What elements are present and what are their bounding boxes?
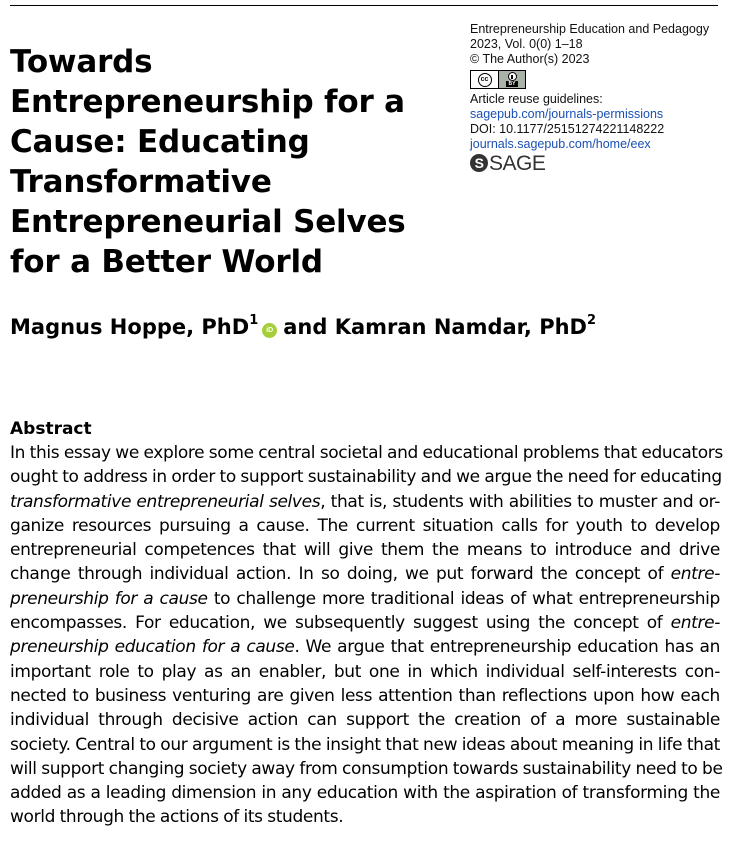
abstract-line [10,611,720,635]
abstract-text: will support changing society away from consumption towards sustainability need to be [10,758,723,779]
abstract-line [10,514,720,538]
abstract-line [10,660,720,684]
abstract-text: world through the actions of its students. [10,807,344,828]
abstract-text: , that is, students with abilities to muster and or- [320,491,720,512]
volume-info: 2023, Vol. 0(0) 1–18 [470,37,583,51]
abstract-text: . We argue that entrepreneurship education has an [294,637,720,658]
permissions-link[interactable]: sagepub.com/journals-permissions [470,107,664,121]
publisher-name: SAGE [489,151,546,175]
abstract-text: encompasses. For education, we subsequently suggest using the concept of [10,613,671,634]
abstract-text: important role to play as an enabler, but one in which individual self-interests con- [10,661,720,682]
author-2: Kamran Namdar, PhD [334,315,587,339]
abstract-line [10,587,720,611]
abstract-line [10,781,720,805]
abstract-italic-text: preneurship education for a cause [10,637,295,658]
journal-home-link[interactable]: journals.sagepub.com/home/eex [470,137,651,151]
article-title: Towards Entrepreneurship for a Cause: Educating Transformative Entrepreneurial Selves for a Better World [10,44,406,280]
author-2-affiliation: 2 [586,313,597,328]
abstract-text: society. Central to our argument is the insight that new ideas about meaning in life that [10,734,720,755]
abstract-italic-text: preneurship for a cause [10,588,208,609]
author-1-affiliation: 1 [249,313,259,328]
abstract-body [10,441,723,830]
journal-meta [470,22,732,175]
abstract-line [10,441,723,465]
abstract-text: ganize resources pursuing a cause. The current situation calls for youth to develop [10,515,720,536]
abstract-line [10,635,720,659]
abstract-text: entrepreneurial competences that will give them the means to introduce and drive [10,540,720,561]
abstract-text: to challenge more traditional ideas of what entrepreneurship [207,588,720,609]
abstract-line [10,538,720,562]
reuse-label: Article reuse guidelines: [470,92,603,106]
abstract-italic-text: transformative entrepreneurial selves [10,491,321,512]
abstract-text: ought to address in order to support sustainability and we argue the need for educating [10,467,722,488]
author-1: Magnus Hoppe, PhD [10,315,250,339]
abstract-line [10,708,720,732]
abstract-text: In this essay we explore some central societal and educational problems that educators [10,443,723,463]
copyright: © The Author(s) 2023 [470,52,590,66]
abstract-text: individual through decisive action can support the creation of a more sustainable [10,710,720,731]
abstract-line [10,684,720,708]
abstract-line [10,490,720,514]
journal-name: Entrepreneurship Education and Pedagogy [470,22,710,36]
abstract-line [10,733,720,757]
author-line [10,312,596,342]
abstract-italic-text: entre- [670,564,720,585]
abstract-line [10,805,720,829]
abstract-line [10,757,723,781]
cc-icon: cc [471,71,499,88]
orcid-icon[interactable]: iD [262,323,277,338]
top-rule [10,5,718,6]
abstract-text: nected to business venturing are given less attention than reflections upon how each [10,685,720,706]
by-icon: BY [499,71,525,88]
abstract-text: change through individual action. In so doing, we put forward the concept of [10,564,671,585]
sage-s-icon: S [470,154,488,172]
abstract-heading: Abstract [10,419,92,439]
cc-by-icon[interactable] [470,70,526,89]
abstract-text: added as a leading dimension in any education with the aspiration of transforming the [10,783,720,804]
author-joiner: and [283,315,328,339]
abstract-italic-text: entre- [670,613,720,634]
sage-logo [470,151,732,175]
abstract-line [10,465,720,489]
abstract-line [10,562,720,586]
doi: DOI: 10.1177/25151274221148222 [470,122,665,136]
